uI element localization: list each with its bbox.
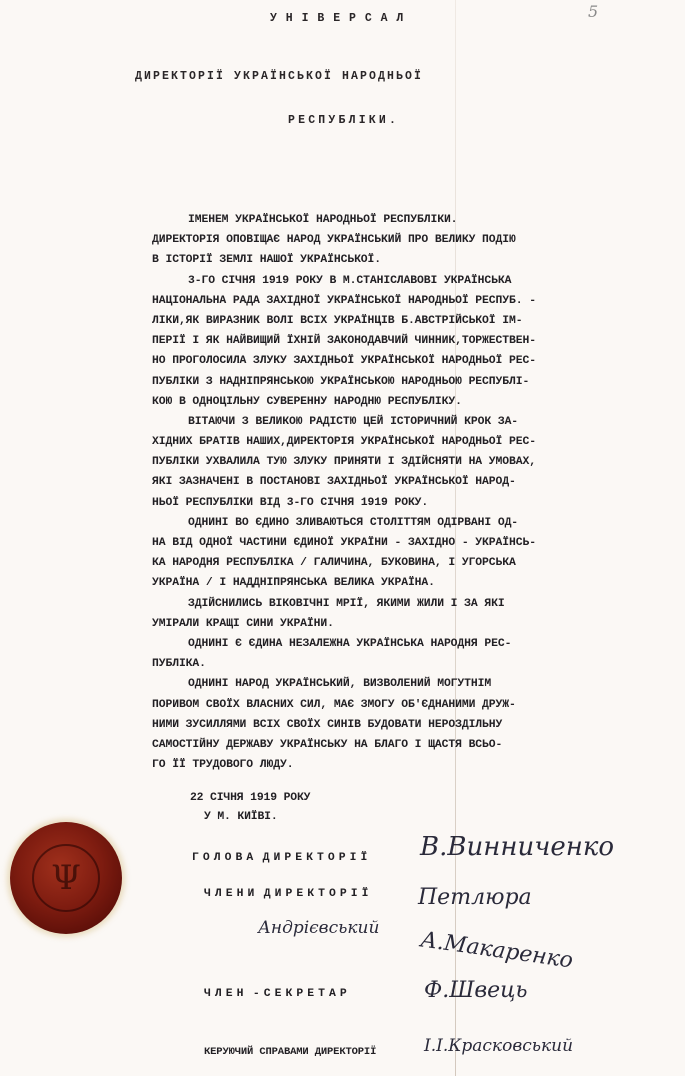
body-line: НАЦІОНАЛЬНА РАДА ЗАХІДНОЇ УКРАЇНСЬКОЇ НАРОДНЬОЇ РЕСПУБ. - xyxy=(152,294,536,307)
member-signature-1: Петлюра xyxy=(418,885,532,910)
body-line: НА ВІД ОДНОЇ ЧАСТИНИ ЄДИНОЇ УКРАЇНИ - ЗАХІДНО - УКРАЇНСЬ- xyxy=(152,537,536,549)
seal-emblem-ring xyxy=(32,844,100,912)
body-line: УКРАЇНА / І НАДДНІПРЯНСЬКА ВЕЛИКА УКРАЇНА. xyxy=(152,577,435,590)
secretary-label: Ч Л Е Н - С Е К Р Е Т А Р xyxy=(204,988,346,1000)
body-line: ПОРИВОМ СВОЇХ ВЛАСНИХ СИЛ, МАЄ ЗМОГУ ОБ'ЄДНАНИМИ ДРУЖ- xyxy=(152,698,516,711)
body-line: ПЕРІЇ І ЯК НАЙВИЩИЙ ЇХНІЙ ЗАКОНОДАВЧИЙ ЧИННИК,ТОРЖЕСТВЕН- xyxy=(152,335,536,348)
head-signature: В.Винниченко xyxy=(420,832,615,862)
body-line: 3-ГО СІЧНЯ 1919 РОКУ В М.СТАНІСЛАВОВІ УКРАЇНСЬКА xyxy=(188,274,512,287)
body-line: УМІРАЛИ КРАЩІ СИНИ УКРАЇНИ. xyxy=(152,617,334,630)
wax-seal xyxy=(10,822,122,934)
document-subtitle-line1: ДИРЕКТОРІЇ УКРАЇНСЬКОЇ НАРОДНЬОЇ xyxy=(135,70,424,83)
body-line: ІМЕНЕМ УКРАЇНСЬКОЇ НАРОДНЬОЇ РЕСПУБЛІКИ. xyxy=(188,214,458,226)
body-line: ЯКІ ЗАЗНАЧЕНІ В ПОСТАНОВІ ЗАХІДНЬОЇ УКРАЇНСЬКОЇ НАРОД- xyxy=(152,476,516,489)
body-line: НЬОЇ РЕСПУБЛІКИ ВІД 3-ГО СІЧНЯ 1919 РОКУ. xyxy=(152,496,429,509)
date-line: 22 СІЧНЯ 1919 РОКУ xyxy=(190,792,311,804)
secretary-signature: Ф.Швець xyxy=(424,978,528,1003)
members-label: Ч Л Е Н И Д И Р Е К Т О Р І Ї xyxy=(204,888,368,900)
body-line: ГО ЇЇ ТРУДОВОГО ЛЮДУ. xyxy=(152,759,294,772)
body-line: ПУБЛІКИ УХВАЛИЛА ТУЮ ЗЛУКУ ПРИНЯТИ І ЗДІЙСНЯТИ НА УМОВАХ, xyxy=(152,456,536,469)
body-line: КА НАРОДНЯ РЕСПУБЛІКА / ГАЛИЧИНА, БУКОВИНА, І УГОРСЬКА xyxy=(152,557,516,570)
manager-label: КЕРУЮЧИЙ СПРАВАМИ ДИРЕКТОРІЇ xyxy=(204,1046,377,1058)
body-line: ХІДНИХ БРАТІВ НАШИХ,ДИРЕКТОРІЯ УКРАЇНСЬКОЇ НАРОДНЬОЇ РЕС- xyxy=(152,436,536,449)
place-line: У М. КИЇВІ. xyxy=(204,811,278,823)
body-line: КОЮ В ОДНОЦІЛЬНУ СУВЕРЕННУ НАРОДНЮ РЕСПУБЛІКУ. xyxy=(152,395,462,408)
body-line: НО ПРОГОЛОСИЛА ЗЛУКУ ЗАХІДНЬОЇ УКРАЇНСЬКОЇ НАРОДНЬОЇ РЕС- xyxy=(152,355,536,368)
member-signature-3: А.Макаренко xyxy=(419,927,575,974)
body-line: ОДНИНІ Є ЄДИНА НЕЗАЛЕЖНА УКРАЇНСЬКА НАРОДНЯ РЕС- xyxy=(188,637,512,650)
body-line: ЛІКИ,ЯК ВИРАЗНИК ВОЛІ ВСІХ УКРАЇНЦІВ Б.АВСТРІЙСЬКОЇ ІМ- xyxy=(152,314,523,327)
head-label: Г О Л О В А Д И Р Е К Т О Р І Ї xyxy=(192,852,366,864)
body-line: ОДНИНІ НАРОД УКРАЇНСЬКИЙ, ВИЗВОЛЕНИЙ МОГУТНІМ xyxy=(188,678,492,691)
body-line: ПУБЛІКИ З НАДНІПРЯНСЬКОЮ УКРАЇНСЬКОЮ НАРОДНЬОЮ РЕСПУБЛІ- xyxy=(152,375,530,388)
page-number: 5 xyxy=(588,2,599,21)
member-signature-2: Андрієвський xyxy=(258,918,380,938)
body-line: ЗДІЙСНИЛИСЬ ВІКОВІЧНІ МРІЇ, ЯКИМИ ЖИЛИ І ЗА ЯКІ xyxy=(188,597,505,610)
body-line: НИМИ ЗУСИЛЛЯМИ ВСІХ СВОЇХ СИНІВ БУДОВАТИ НЕРОЗДІЛЬНУ xyxy=(152,718,503,731)
manager-signature: І.І.Красковський xyxy=(424,1036,574,1056)
body-line: ОДНИНІ ВО ЄДИНО ЗЛИВАЮТЬСЯ СТОЛІТТЯМ ОДІРВАНІ ОД- xyxy=(188,516,519,529)
body-line: ДИРЕКТОРІЯ ОПОВІЩАЄ НАРОД УКРАЇНСЬКИЙ ПРО ВЕЛИКУ ПОДІЮ xyxy=(152,234,516,247)
document-body xyxy=(152,210,572,775)
body-line: В ІСТОРІЇ ЗЕМЛІ НАШОЇ УКРАЇНСЬКОЇ. xyxy=(152,254,382,267)
body-line: ВІТАЮЧИ З ВЕЛИКОЮ РАДІСТЮ ЦЕЙ ІСТОРИЧНИЙ КРОК ЗА- xyxy=(188,415,519,428)
document-subtitle-line2: РЕСПУБЛІКИ. xyxy=(288,114,400,127)
document-title: У Н І В Е Р С А Л xyxy=(270,12,405,25)
body-line: ПУБЛІКА. xyxy=(152,658,206,671)
body-line: САМОСТІЙНУ ДЕРЖАВУ УКРАЇНСЬКУ НА БЛАГО І ЩАСТЯ ВСЬО- xyxy=(152,738,503,751)
trident-icon: Ψ xyxy=(51,858,81,898)
